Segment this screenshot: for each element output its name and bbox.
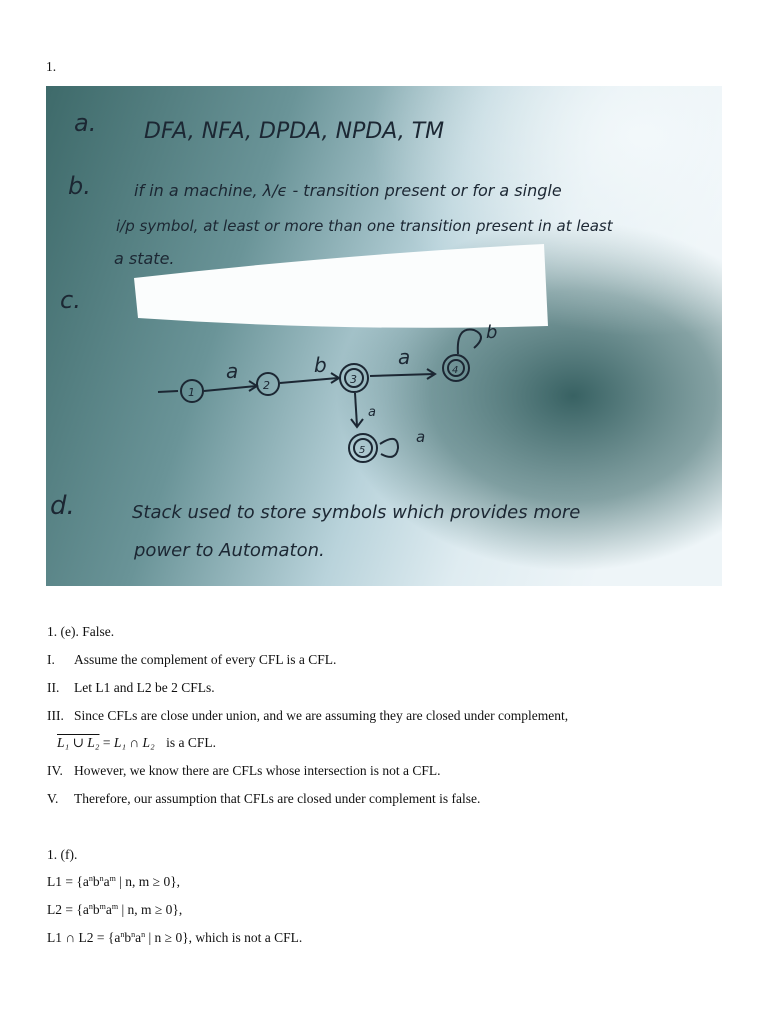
part-e-heading: 1. (e). False. (47, 624, 115, 639)
l2-sym-a: a (105, 902, 112, 917)
complement-equation (57, 735, 216, 751)
l1-prefix: L1 = {a (47, 874, 89, 889)
answer-a-text: DFA, NFA, DPDA, NPDA, TM (144, 119, 445, 144)
l1-suffix: | n, m ≥ 0}, (115, 874, 181, 889)
l3-exp-3: n (141, 930, 146, 939)
answer-d-line1: Stack used to store symbols which provides more (132, 502, 581, 523)
l2-sym-b: b (92, 902, 100, 917)
l3-exp-2: n (131, 930, 136, 939)
answer-b-line1: if in a machine, λ/ϵ - transition present or for a single (134, 181, 562, 200)
loop-4-label: b (486, 322, 498, 343)
step-iii-number: III. (47, 708, 64, 723)
answer-b-line3: a state. (114, 249, 175, 268)
equation-lhs: L₁ ∪ L₂ (57, 735, 100, 750)
question-number: 1. (46, 59, 57, 74)
step-iii-text: Since CFLs are close under union, and we are assuming they are closed under complement, (74, 708, 569, 723)
equation-equals: = (99, 735, 114, 750)
step-v-text: Therefore, our assumption that CFLs are closed under complement is false. (74, 791, 481, 806)
step-i-text: Assume the complement of every CFL is a CFL. (74, 652, 337, 667)
edge-3-4-label: a (398, 345, 411, 369)
step-iv-text: However, we know there are CFLs whose intersection is not a CFL. (74, 763, 441, 778)
step-i-number: I. (47, 652, 55, 667)
l1-exp-2: n (99, 874, 104, 883)
label-a: a. (74, 109, 97, 137)
l3-exp-1: n (120, 930, 125, 939)
answer-d-line2: power to Automaton. (134, 540, 325, 561)
loop-5-label: a (416, 428, 426, 446)
edge-3-5-label: a (368, 405, 376, 420)
l2-exp-3: m (111, 902, 119, 911)
equation-rhs: L₁ ∩ L₂ (113, 735, 155, 750)
edge-1-2-label: a (226, 359, 239, 383)
answer-b-line2: i/p symbol, at least or more than one transition present in at least (116, 217, 613, 235)
step-ii-text: Let L1 and L2 be 2 CFLs. (74, 680, 215, 695)
l3-sym-a: a (135, 930, 142, 945)
part-f-heading: 1. (f). (47, 847, 78, 862)
language-intersection (47, 930, 302, 946)
state-5-label: 5 (359, 445, 366, 456)
l3-suffix: | n ≥ 0}, which is not a CFL. (145, 930, 303, 945)
handwritten-answer-photo (46, 86, 722, 586)
l1-exp-1: n (88, 874, 93, 883)
step-iv-number: IV. (47, 763, 63, 778)
l2-exp-1: n (88, 902, 93, 911)
step-v-number: V. (47, 791, 59, 806)
label-c: c. (60, 286, 81, 314)
step-ii-number: II. (47, 680, 60, 695)
l3-prefix: L1 ∩ L2 = {a (47, 930, 121, 945)
language-l1 (47, 874, 180, 890)
label-d: d. (50, 491, 75, 521)
l1-sym-b: b (92, 874, 100, 889)
state-3-label: 3 (350, 373, 357, 386)
photo-canvas (46, 86, 722, 586)
state-2-label: 2 (263, 379, 270, 392)
l3-sym-b: b (124, 930, 132, 945)
edge-2-3-label: b (314, 353, 327, 377)
l2-prefix: L2 = {a (47, 902, 89, 917)
l1-sym-a: a (103, 874, 110, 889)
label-b: b. (68, 172, 91, 200)
l1-exp-3: m (109, 874, 116, 883)
state-1-label: 1 (188, 386, 195, 399)
language-l2 (47, 902, 182, 918)
l2-suffix: | n, m ≥ 0}, (118, 902, 183, 917)
state-4-label: 4 (452, 365, 459, 376)
l2-exp-2: m (99, 902, 106, 911)
equation-suffix: is a CFL. (166, 735, 217, 750)
